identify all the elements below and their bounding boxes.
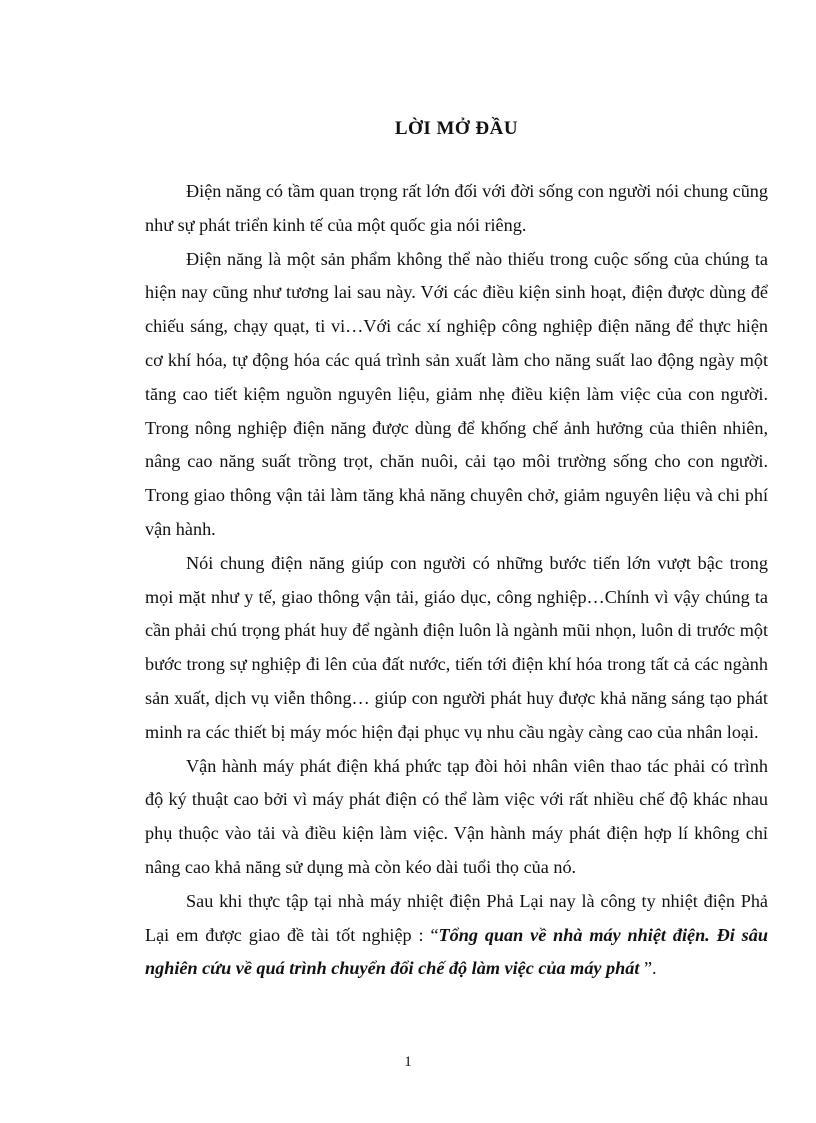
thesis-topic: Tổng quan về nhà máy nhiệt điện. Đi sâu nghiên cứu về quá trình chuyển đổi chế độ làm việc của máy phát [145,924,768,979]
document-body [145,175,768,986]
paragraph-5 [145,885,768,986]
page-number: 1 [404,1054,412,1070]
page-title: LỜI MỞ ĐẦU [394,118,519,139]
paragraph-5-lead: Sau khi thực tập tại nhà máy nhiệt điện Phả Lại nay là công ty nhiệt điện Phả Lại em được giao đề tài tốt nghiệp : “ [145,890,768,945]
paragraph-2: Điện năng là một sản phẩm không thể nào thiếu trong cuộc sống của chúng ta hiện nay cũng như tương lai sau này. Với các điều kiện sinh hoạt, điện được dùng để chiếu sáng, chạy quạt, ti vi…Với các xí nghiệp công nghiệp điện năng để thực hiện cơ khí hóa, tự động hóa các quá trình sản xuất làm cho năng suất lao động ngày một tăng cao tiết kiệm nguồn nguyên liệu, giảm nhẹ điều kiện làm việc của con người. Trong nông nghiệp điện năng được dùng để khống chế ảnh hưởng của thiên nhiên, nâng cao năng suất trồng trọt, chăn nuôi, cải tạo môi trường sống cho con người. Trong giao thông vận tải làm tăng khả năng chuyên chở, giảm nguyên liệu và chi phí vận hành. [145,248,768,539]
paragraph-5-tail: ”. [639,958,657,979]
paragraph-4: Vận hành máy phát điện khá phức tạp đòi hỏi nhân viên thao tác phải có trình độ ký thuật cao bởi vì máy phát điện có thể làm việc với rất nhiều chế độ khác nhau phụ thuộc vào tải và điều kiện làm việc. Vận hành máy phát điện hợp lí không chỉ nâng cao khả năng sử dụng mà còn kéo dài tuổi thọ của nó. [145,755,768,877]
paragraph-1: Điện năng có tầm quan trọng rất lớn đối với đời sống con người nói chung cũng như sự phát triển kinh tế của một quốc gia nói riêng. [145,181,768,235]
paragraph-3: Nói chung điện năng giúp con người có những bước tiến lớn vượt bậc trong mọi mặt như y tế, giao thông vận tải, giáo dục, công nghiệp…Chính vì vậy chúng ta cần phải chú trọng phát huy để ngành điện luôn là ngành mũi nhọn, luôn di trước một bước trong sự nghiệp đi lên của đất nước, tiến tới điện khí hóa trong tất cả các ngành sản xuất, dịch vụ viễn thông… giúp con người phát huy được khả năng sáng tạo phát minh ra các thiết bị máy móc hiện đại phục vụ nhu cầu ngày càng cao của nhân loại. [145,552,768,742]
